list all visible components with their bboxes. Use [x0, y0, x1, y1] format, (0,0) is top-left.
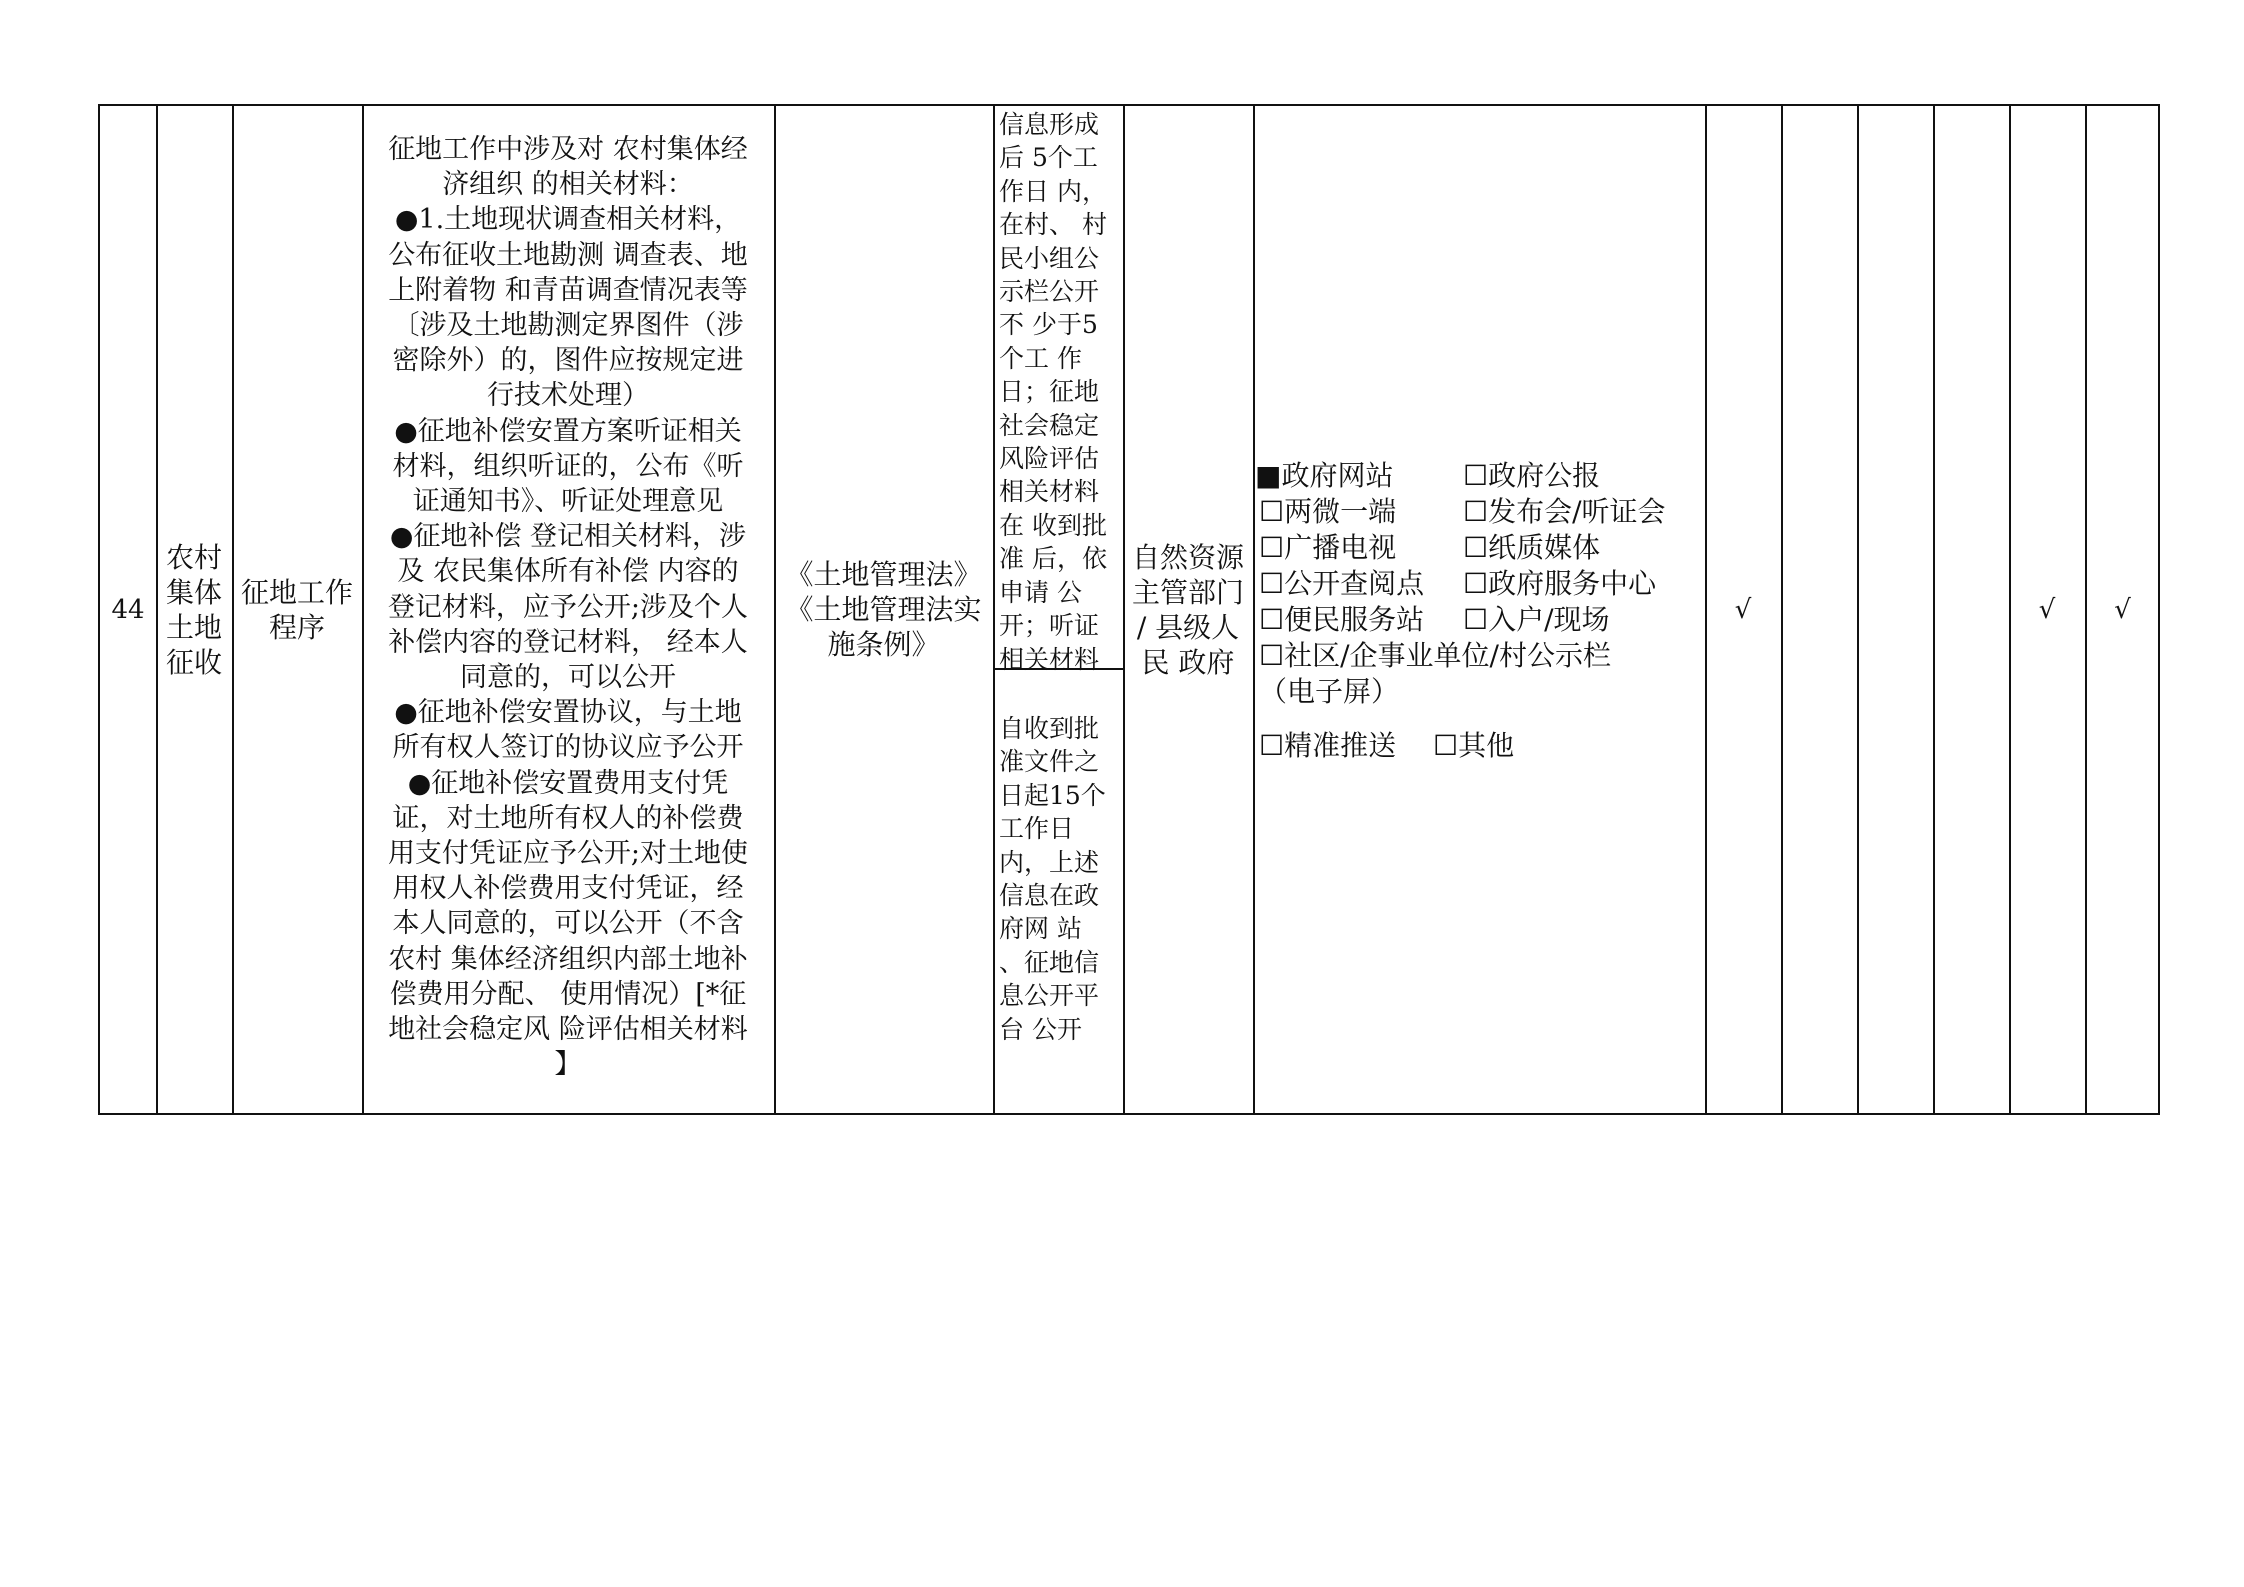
row-number [100, 106, 156, 1113]
basis-text: 《土地管理法》 《土地管理法实 施条例》 [785, 558, 982, 661]
channel-government-website: ■政府网站 [1255, 459, 1394, 492]
timing-cell [993, 106, 1123, 1113]
channel-print-media: ☐纸质媒体 [1463, 531, 1601, 564]
materials-text: 征地工作中涉及对 农村集体经 济组织 的相关材料： ●1.土地现状调查相关材料， 公布征收土地勘测 调查表、地 上附着物 和青苗调查情况表等 〔涉及土地勘测定界图件（涉 密除外）的，图件应按规定进 行技术处理） ●征地补偿安置方案听证相关 材料，组织听证的，公布《听 证通知书》、听证处理意见 ●征地补偿 登记相关材料，涉 及 农民集体所有补偿 内容的 登记材料，应予公开;涉及个人 补偿内容的登记材料， 经本人 同意的，可以公开 ●征地补偿安置协议，与土地 所有权人签订的协议应予公开 ●征地补偿安置费用支付凭 证，对土地所有权人的补偿费 用支付凭证应予公开;对土地使 用权人补偿费用支付凭证，经 本人同意的，可以公开（不含 农村 集体经济组织内部土地补 偿费用分配、 使用情况）[*征 地社会稳定风 险评估相关材料 】 [387, 134, 749, 1081]
category-cell [156, 106, 232, 1113]
check-cell-4 [1933, 106, 2009, 1113]
check-cell-3 [1857, 106, 1933, 1113]
channel-targeted-push: ☐精准推送 [1259, 729, 1397, 762]
channel-public-reading-point: ☐公开查阅点 [1259, 567, 1425, 600]
check-cell-5 [2009, 106, 2085, 1113]
channel-press-hearing: ☐发布会/听证会 [1463, 495, 1666, 528]
materials-cell [362, 106, 774, 1113]
channels-cell [1253, 106, 1705, 1113]
channel-government-gazette: ☐政府公报 [1463, 459, 1601, 492]
disclosure-table [98, 104, 2160, 1115]
subject-text: 自然资源 主管部门 / 县级人 民 政府 [1131, 540, 1244, 679]
channel-convenience-station: ☐便民服务站 [1259, 603, 1425, 636]
subject-cell [1123, 106, 1253, 1113]
channel-government-service-center: ☐政府服务中心 [1463, 567, 1657, 600]
timing-top-text: 信息形成 后 5个工 作日 内， 在村、 村 民小组公 示栏公开 不 少于5 个工 作 日；征地 社会稳定 风险评估 相关材料 在 收到批 准 后，依 申请 公 开；听证 相关材料 [993, 108, 1123, 670]
channel-other: ☐其他 [1433, 729, 1515, 762]
channel-community-bulletin: ☐社区/企事业单位/村公示栏 [1259, 639, 1611, 672]
category-text: 农村 集体 土地 征收 [165, 540, 222, 679]
check-cell-2 [1781, 106, 1857, 1113]
check-mark: √ [2114, 594, 2131, 625]
basis-cell [774, 106, 993, 1113]
check-cell-6 [2085, 106, 2160, 1113]
channel-wechat-weibo: ☐两微一端 [1259, 495, 1397, 528]
channel-door-to-door: ☐入户/现场 [1463, 603, 1610, 636]
item-cell [232, 106, 362, 1113]
row-number-text: 44 [111, 594, 145, 625]
check-mark: √ [1734, 594, 1752, 625]
timing-bottom-text: 自收到批 准文件之 日起15个 工作日 内，上述 信息在政 府网 站 、征地信 息公开平 台 公开 [999, 714, 1106, 1044]
item-text: 征地工作 程序 [240, 575, 353, 644]
check-mark: √ [2038, 594, 2056, 625]
check-cell-1 [1705, 106, 1781, 1113]
channel-broadcast-tv: ☐广播电视 [1259, 531, 1397, 564]
channel-electronic-screen: （电子屏） [1259, 675, 1400, 708]
